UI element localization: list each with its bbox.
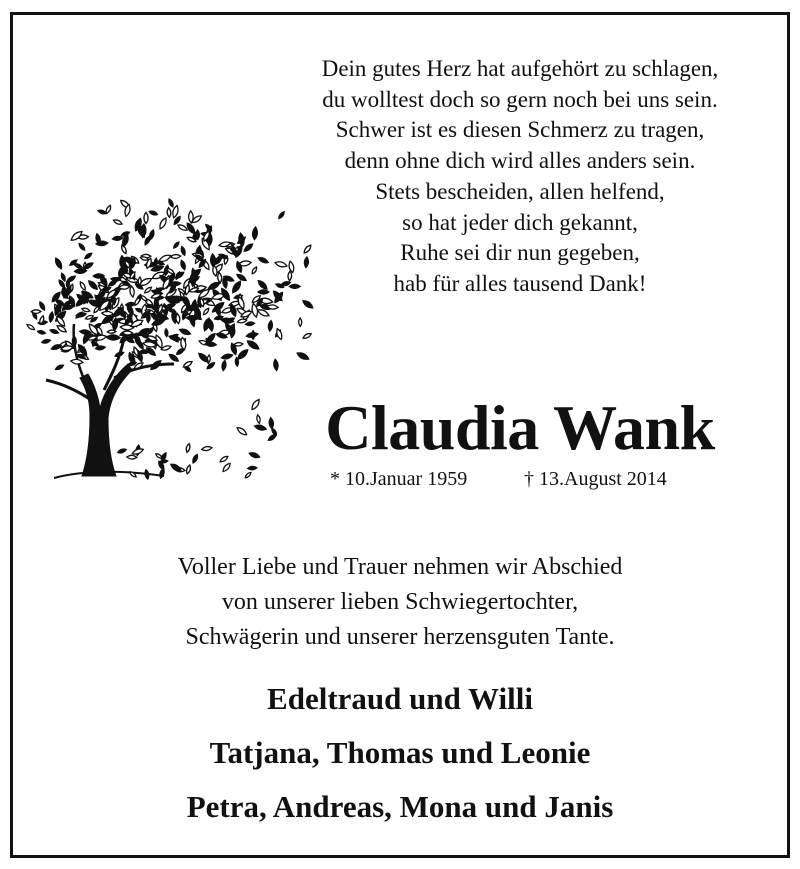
leaf <box>251 266 258 274</box>
mourner-group: Petra, Andreas, Mona und Janis <box>186 789 614 824</box>
leaf <box>112 296 116 305</box>
leaf <box>302 332 312 339</box>
message-line: Schwägerin und unserer herzensguten Tante. <box>185 624 615 650</box>
leaf <box>50 329 60 335</box>
poem-line: denn ohne dich wird alles anders sein. <box>344 148 696 174</box>
leaf <box>51 344 62 351</box>
memorial-poem <box>240 54 800 300</box>
message-line: von unserer lieben Schwiegertochter, <box>221 589 579 615</box>
leaf <box>288 261 295 273</box>
leaf <box>180 246 186 256</box>
leaf <box>127 455 137 459</box>
birth-date: * 10.Januar 1959 <box>330 468 468 490</box>
leaf <box>236 426 248 437</box>
leaf <box>107 330 116 334</box>
message-line: Voller Liebe und Trauer nehmen wir Abschied <box>177 554 623 580</box>
leaf <box>175 271 181 280</box>
poem-line: Dein gutes Herz hat aufgehört zu schlagen, <box>321 56 719 81</box>
leaf <box>243 242 254 252</box>
wind-blown-tree-icon <box>24 178 314 490</box>
leaf <box>257 279 269 291</box>
leaf <box>158 217 168 230</box>
leaf <box>78 242 86 251</box>
leaf <box>221 353 233 360</box>
leaf <box>177 223 188 232</box>
leaf <box>205 342 216 347</box>
leaf <box>185 443 191 453</box>
death-date: † 13.August 2014 <box>524 468 667 490</box>
leaf <box>208 319 214 331</box>
leaf <box>79 281 87 291</box>
leaf <box>248 466 257 470</box>
leaf <box>303 244 313 254</box>
leaf <box>105 205 112 215</box>
leaf <box>168 198 175 207</box>
leaf <box>144 212 148 223</box>
leaf <box>302 299 314 310</box>
leaf <box>129 286 135 298</box>
poem-line: Stets bescheiden, allen helfend, <box>375 178 665 204</box>
leaf <box>275 328 283 340</box>
leaf <box>49 312 55 323</box>
poem-line: Ruhe sei dir nun gegeben, <box>400 240 640 266</box>
leaf <box>273 359 279 371</box>
tree-leaves <box>26 198 314 479</box>
leaf <box>106 335 120 341</box>
leaf <box>256 415 261 424</box>
mourner-group: Edeltraud und Willi <box>267 681 533 716</box>
leaf <box>236 273 247 282</box>
leaf <box>132 447 145 455</box>
leaf <box>165 329 169 337</box>
leaf <box>168 334 181 342</box>
leaf <box>112 236 122 241</box>
leaf <box>238 233 245 247</box>
leaf <box>236 348 249 361</box>
leaf <box>112 318 118 331</box>
leaf <box>93 274 104 278</box>
leaf <box>71 359 84 365</box>
leaf <box>192 454 199 464</box>
leaf <box>254 424 267 432</box>
leaf <box>117 448 127 454</box>
leaf <box>274 260 287 268</box>
leaf <box>186 464 192 474</box>
leaf <box>74 269 86 274</box>
leaf <box>72 336 76 347</box>
leaf <box>252 227 258 240</box>
leaf <box>251 331 254 340</box>
leaf <box>201 446 212 452</box>
leaf <box>158 253 172 263</box>
poem-line: du wolltest doch so gern noch bei uns sein. <box>322 86 718 112</box>
leaf <box>144 469 149 479</box>
leaf <box>268 320 273 331</box>
leaf <box>299 318 302 326</box>
leaf <box>122 331 133 335</box>
leaf <box>155 453 163 460</box>
leaf <box>113 219 123 226</box>
leaf <box>217 272 222 283</box>
leaf <box>179 328 192 337</box>
leaf <box>237 296 246 310</box>
leaf <box>278 211 286 220</box>
leaf <box>87 279 99 291</box>
leaf <box>249 451 261 459</box>
leaf <box>98 209 107 215</box>
leaf <box>76 312 87 318</box>
leaf <box>188 211 193 223</box>
leaf <box>84 252 93 260</box>
poem-line: Schwer ist es diesen Schmerz zu tragen, <box>335 117 705 143</box>
leaf <box>257 256 269 264</box>
leaf <box>180 260 187 271</box>
leaf <box>237 318 247 323</box>
leaf <box>173 241 181 249</box>
leaf <box>149 229 156 240</box>
leaf <box>91 341 100 347</box>
leaf <box>149 210 158 216</box>
leaf <box>170 254 180 259</box>
leaf <box>37 330 46 335</box>
mourners-list <box>0 672 800 834</box>
farewell-message <box>0 550 800 655</box>
leaf <box>304 257 309 268</box>
leaf <box>38 301 46 311</box>
leaf <box>250 398 261 411</box>
leaf <box>245 321 255 326</box>
leaf <box>55 364 64 371</box>
poem-line: so hat jeder dich gekannt, <box>402 209 638 235</box>
leaf <box>296 351 310 361</box>
leaf <box>167 208 171 218</box>
leaf <box>244 471 252 478</box>
leaf <box>31 310 41 314</box>
leaf <box>114 351 124 358</box>
deceased-name: Claudia Wank <box>325 392 715 463</box>
leaf <box>202 307 210 316</box>
leaf <box>231 280 243 294</box>
leaf <box>221 360 226 371</box>
leaf <box>234 342 243 346</box>
leaf <box>26 323 35 331</box>
leaf <box>258 290 269 294</box>
leaf <box>144 286 153 294</box>
leaf <box>54 257 64 270</box>
mourner-group: Tatjana, Thomas und Leonie <box>209 735 591 770</box>
poem-line: hab für alles tausend Dank! <box>393 270 647 296</box>
leaf <box>222 462 232 473</box>
leaf <box>41 339 51 344</box>
leaf <box>289 284 300 288</box>
leaf <box>269 418 274 429</box>
leaf <box>154 287 164 294</box>
leaf <box>219 455 229 463</box>
leaf <box>288 271 292 281</box>
